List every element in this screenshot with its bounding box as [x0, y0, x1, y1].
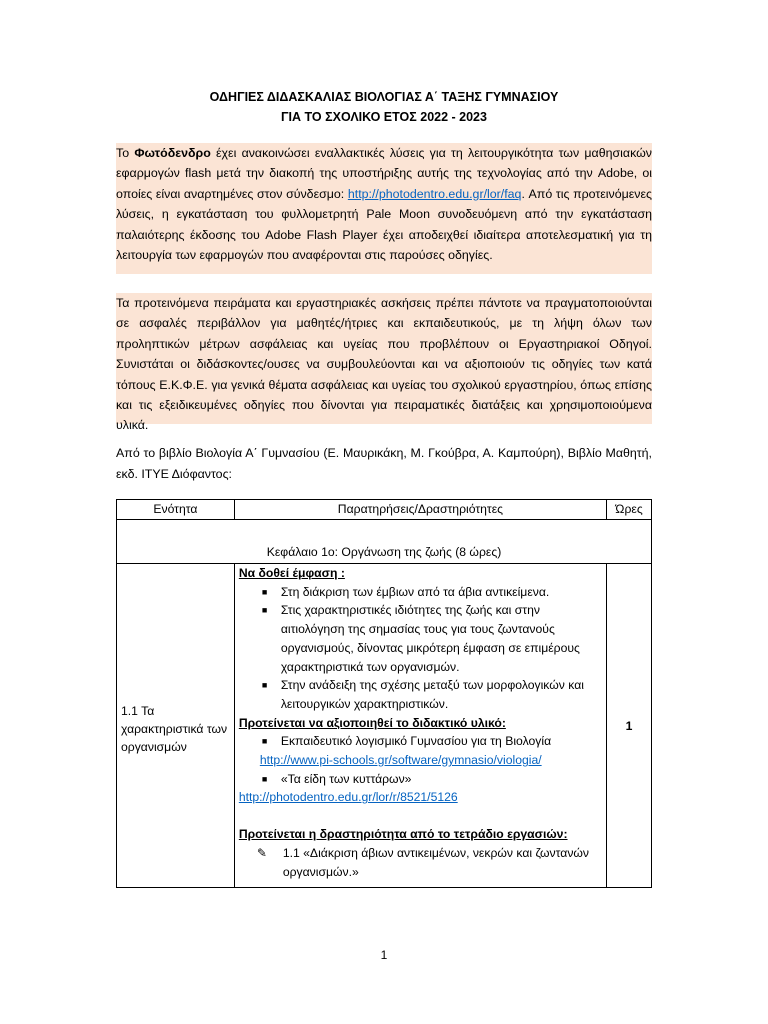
photodentro-faq-link[interactable]: http://photodentro.edu.gr/lor/faq [347, 186, 522, 201]
notice-text-b: . Από τις προτεινόμενες λύσεις, η εγκατάσταση του φυλλομετρητή Pale Moon συνοδευόμενη από την εγκατάσταση παλαιότερης έκδοσης του Adobe Flash Player έχει αποδειχθεί ιδιαίτερα αποτελεσματική για τη λειτουργία των εφαρμογών που αναφέρονται στις παρούσες οδηγίες. [116, 186, 652, 263]
section-notes [234, 564, 606, 888]
notice-prefix: Το [116, 146, 135, 160]
title-line-1: ΟΔΗΓΙΕΣ ΔΙΔΑΣΚΑΛΙΑΣ ΒΙΟΛΟΓΙΑΣ Α΄ ΤΑΞΗΣ ΓΥΜΝΑΣΙΟΥ [209, 90, 559, 104]
square-bullet-icon: ■ [261, 586, 268, 597]
safety-notice-text: Τα προτεινόμενα πειράματα και εργαστηριακές ασκήσεις πρέπει πάντοτε να πραγματοποιούνται σε ασφαλές περιβάλλον για μαθητές/ήτριες και εκπαιδευτικούς, με τη λήψη όλων των προληπτικών μέτρων ασφάλειας και υγείας που προβλέπουν οι Εργαστηριακοί Οδηγοί. Συνιστάται οι διδάσκοντες/ουσες να συμβουλεύονται και να αξιοποιούν τις οδηγίες των κατά τόπους Ε.Κ.Φ.Ε. για γενικά θέματα ασφάλειας και υγείας του σχολικού εργαστηρίου, όπως επίσης και τις εξειδικευμένες οδηγίες που δίνονται για πειραματικές διατάξεις και χρησιμοποιούμενα υλικά. [116, 296, 652, 433]
chapter-row [117, 520, 652, 564]
section-title: 1.1 Τα χαρακτηριστικά των οργανισμών [117, 564, 235, 888]
list-item: ■ Στη διάκριση των έμβιων από τα άβια αντικείμενα. [281, 583, 602, 602]
header-unit: Ενότητα [117, 500, 235, 520]
source-text: Από το βιβλίο Βιολογία Α΄ Γυμνασίου (Ε. Μαυρικάκη, Μ. Γκούβρα, Α. Καμπούρη), Βιβλίο Μαθητή, εκδ. ΙΤΥΕ Διόφαντος: [116, 446, 652, 481]
list-item: ■ Στην ανάδειξη της σχέσης μεταξύ των μορφολογικών και λειτουργικών χαρακτηριστικών. [261, 678, 584, 711]
title-line-2: ΓΙΑ ΤΟ ΣΧΟΛΙΚΟ ΕΤΟΣ 2022 - 2023 [281, 110, 487, 124]
table-row [117, 564, 652, 888]
header-hours: Ώρες [607, 500, 652, 520]
square-bullet-icon: ■ [261, 736, 268, 747]
document-title [116, 87, 652, 127]
pencil-icon: ✎ [256, 845, 267, 860]
syllabus-table [116, 499, 652, 888]
material-list [239, 732, 602, 751]
header-notes: Παρατηρήσεις/Δραστηριότητες [234, 500, 606, 520]
square-bullet-icon: ■ [261, 605, 268, 616]
notice-text-a: έχει ανακοινώσει εναλλακτικές λύσεις για τη λειτουργικότητα των μαθησιακών εφαρμογών flash μετά την διακοπή της υποστήριξης αυτής της τεχνολογίας από την Adobe, οι οποίες είναι αναρτημένες στον σύνδεσμο: [116, 146, 652, 201]
list-item: ■ Εκπαιδευτικό λογισμικό Γυμνασίου για τη Βιολογία [281, 732, 602, 751]
activity-heading: Προτείνεται η δραστηριότητα από το τετράδιο εργασιών: [238, 827, 568, 842]
square-bullet-icon: ■ [261, 773, 268, 784]
square-bullet-icon: ■ [261, 680, 268, 691]
activity-item: ✎ 1.1 «Διάκριση άβιων αντικειμένων, νεκρών και ζωντανών οργανισμών.» [256, 845, 590, 879]
list-item: ■ Στις χαρακτηριστικές ιδιότητες της ζωής και στην αιτιολόγηση της σημασίας τους για τους ζωντανούς οργανισμούς, δίνοντας μικρότερη έμφαση σε επιμέρους χαρακτηριστικά των οργανισμών. [261, 603, 580, 674]
list-item: ■ «Τα είδη των κυττάρων» [281, 770, 602, 789]
table-header-row [117, 500, 652, 520]
chapter-title: Κεφάλαιο 1ο: Οργάνωση της ζωής (8 ώρες) [117, 520, 652, 564]
section-hours: 1 [607, 564, 652, 888]
flash-notice-box [116, 143, 652, 274]
photodentro-name: Φωτόδενδρο [134, 146, 211, 160]
page-number: 1 [380, 948, 388, 962]
material-list-2 [239, 770, 602, 789]
material-heading: Προτείνεται να αξιοποιηθεί το διδακτικό υλικό: [238, 715, 506, 730]
safety-notice-box [116, 293, 652, 433]
photodentro-resource-link[interactable]: http://photodentro.edu.gr/lor/r/8521/5126 [238, 790, 458, 805]
pi-schools-link[interactable]: http://www.pi-schools.gr/software/gymnasio/viologia/ [259, 753, 542, 768]
emphasis-list [239, 583, 602, 714]
emphasis-heading: Να δοθεί έμφαση : [238, 566, 345, 580]
